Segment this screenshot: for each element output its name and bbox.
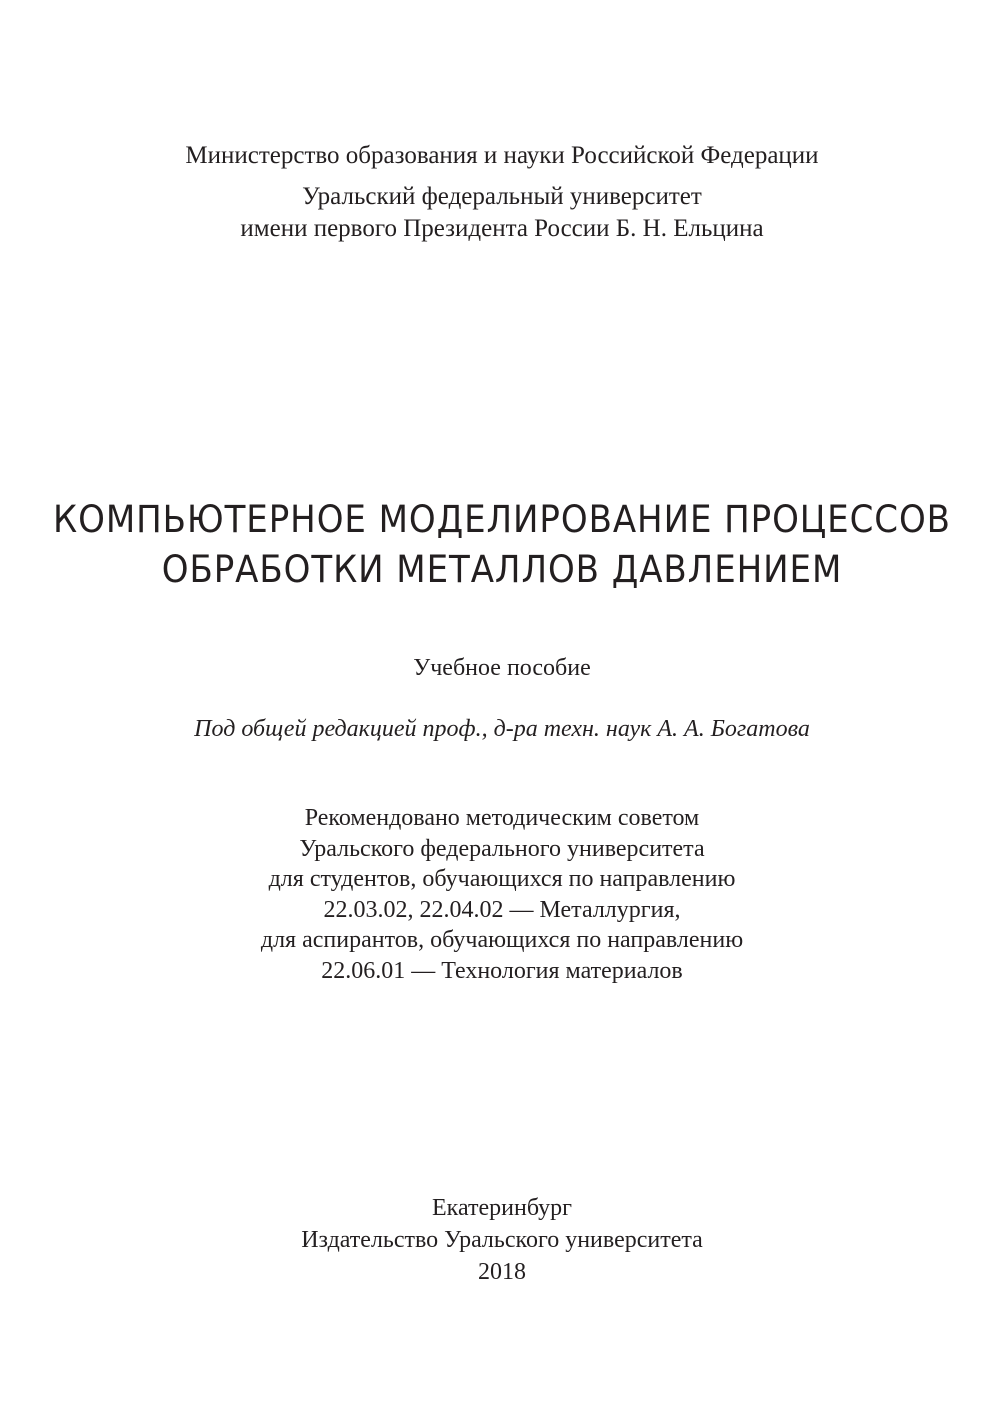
ministry-name: Министерство образования и науки Российской Федерации: [185, 142, 819, 169]
university-name: Уральский федеральный университет: [302, 183, 702, 210]
publication-city: Екатеринбург: [432, 1195, 572, 1221]
university-name-continued: имени первого Президента России Б. Н. Ельцина: [240, 215, 764, 242]
organization-header: [0, 140, 1004, 245]
recommendation-line: Уральского федерального университета: [299, 835, 705, 862]
publication-imprint: [0, 1192, 1004, 1288]
recommendation-line: 22.03.02, 22.04.02 — Металлургия,: [323, 896, 681, 923]
publisher-name: Издательство Уральского университета: [301, 1227, 703, 1253]
book-title: [40, 495, 964, 595]
publication-year: 2018: [478, 1259, 526, 1285]
book-title-line-1: КОМПЬЮТЕРНОЕ МОДЕЛИРОВАНИЕ ПРОЦЕССОВ: [53, 498, 951, 541]
document-type: Учебное пособие: [413, 655, 591, 681]
recommendation-line: для аспирантов, обучающихся по направлению: [260, 927, 744, 953]
book-title-line-2: ОБРАБОТКИ МЕТАЛЛОВ ДАВЛЕНИЕМ: [161, 548, 843, 591]
header-spacer: [0, 172, 1004, 181]
recommendation-line: для студентов, обучающихся по направлению: [268, 866, 736, 892]
recommendation-line: Рекомендовано методическим советом: [304, 805, 700, 831]
editor-credit: Под общей редакцией проф., д-ра техн. наук А. А. Богатова: [194, 716, 810, 742]
recommendation-statement: [0, 803, 1004, 986]
recommendation-line: 22.06.01 — Технология материалов: [321, 957, 683, 984]
